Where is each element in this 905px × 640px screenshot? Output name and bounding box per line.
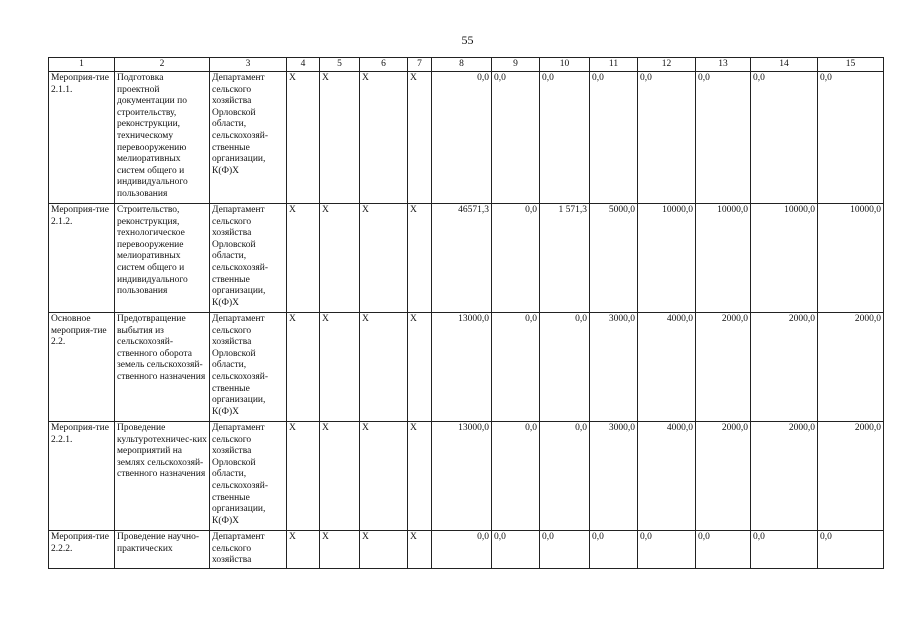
table-cell: 4000,0 bbox=[638, 313, 696, 422]
table-cell: 0,0 bbox=[540, 313, 590, 422]
table-cell: Х bbox=[287, 204, 320, 313]
activity-code: Мероприя-тие 2.2.1. bbox=[49, 422, 115, 531]
table-cell: 0,0 bbox=[818, 531, 884, 569]
activity-code: Мероприя-тие 2.1.2. bbox=[49, 204, 115, 313]
table-cell: Х bbox=[360, 531, 408, 569]
table-row bbox=[49, 72, 884, 204]
table-cell: Х bbox=[320, 204, 360, 313]
table-cell: 0,0 bbox=[492, 531, 540, 569]
col-header: 7 bbox=[408, 58, 432, 72]
table-cell: 10000,0 bbox=[696, 204, 751, 313]
col-header: 13 bbox=[696, 58, 751, 72]
table-cell: 0,0 bbox=[492, 72, 540, 204]
table-cell: Х bbox=[320, 422, 360, 531]
col-header: 3 bbox=[210, 58, 287, 72]
table-cell: 0,0 bbox=[492, 204, 540, 313]
table-cell: Х bbox=[287, 72, 320, 204]
col-header: 12 bbox=[638, 58, 696, 72]
table-cell: 10000,0 bbox=[638, 204, 696, 313]
table-cell: 0,0 bbox=[492, 422, 540, 531]
activity-description: Подготовка проектной документации по строительству, реконструкции, техническому перевооружению мелиоративных систем общего и индивидуального пользования bbox=[115, 72, 210, 204]
col-header: 15 bbox=[818, 58, 884, 72]
table-cell: 2000,0 bbox=[751, 313, 818, 422]
table-cell: 0,0 bbox=[751, 531, 818, 569]
table-cell: 46571,3 bbox=[432, 204, 492, 313]
table-cell: 2000,0 bbox=[696, 422, 751, 531]
table-cell: 0,0 bbox=[751, 72, 818, 204]
table-cell: 0,0 bbox=[638, 72, 696, 204]
activity-description: Строительство, реконструкция, технологическое перевооружение мелиоративных систем общего и индивидуального пользования bbox=[115, 204, 210, 313]
activity-description: Проведение культуротехничес-ких мероприятий на землях сельскохозяй-ственного назначения bbox=[115, 422, 210, 531]
col-header: 8 bbox=[432, 58, 492, 72]
table-cell: 0,0 bbox=[432, 72, 492, 204]
table-cell: 0,0 bbox=[540, 72, 590, 204]
responsible-executor: Департамент сельского хозяйства Орловской области, сельскохозяй-ственные организации, К(Ф)Х bbox=[210, 422, 287, 531]
table-cell: Х bbox=[287, 531, 320, 569]
table-cell: 2000,0 bbox=[751, 422, 818, 531]
table-cell: 5000,0 bbox=[590, 204, 638, 313]
table-cell: Х bbox=[408, 72, 432, 204]
col-header: 1 bbox=[49, 58, 115, 72]
activity-code: Мероприя-тие 2.1.1. bbox=[49, 72, 115, 204]
table-cell: 2000,0 bbox=[818, 422, 884, 531]
table-cell: 0,0 bbox=[590, 72, 638, 204]
table-cell: Х bbox=[360, 72, 408, 204]
table-cell: Х bbox=[360, 313, 408, 422]
activity-code: Основное мероприя-тие 2.2. bbox=[49, 313, 115, 422]
table-cell: 2000,0 bbox=[818, 313, 884, 422]
col-header: 5 bbox=[320, 58, 360, 72]
table-cell: 0,0 bbox=[432, 531, 492, 569]
table-cell: 0,0 bbox=[492, 313, 540, 422]
table-row bbox=[49, 313, 884, 422]
activity-description: Проведение научно-практических bbox=[115, 531, 210, 569]
page-number: 55 bbox=[461, 33, 474, 47]
table-cell: 0,0 bbox=[590, 531, 638, 569]
table-cell: Х bbox=[320, 313, 360, 422]
table-cell: Х bbox=[408, 313, 432, 422]
table-cell: 0,0 bbox=[540, 422, 590, 531]
responsible-executor: Департамент сельского хозяйства bbox=[210, 531, 287, 569]
header-row bbox=[49, 58, 884, 72]
table-cell: Х bbox=[320, 531, 360, 569]
table-cell: 0,0 bbox=[540, 531, 590, 569]
responsible-executor: Департамент сельского хозяйства Орловской области, сельскохозяй-ственные организации, К(Ф)Х bbox=[210, 313, 287, 422]
table-cell: 3000,0 bbox=[590, 422, 638, 531]
table-cell: Х bbox=[287, 422, 320, 531]
col-header: 11 bbox=[590, 58, 638, 72]
table-cell: Х bbox=[360, 422, 408, 531]
table-cell: Х bbox=[408, 422, 432, 531]
col-header: 14 bbox=[751, 58, 818, 72]
activity-code: Мероприя-тие 2.2.2. bbox=[49, 531, 115, 569]
table-cell: Х bbox=[287, 313, 320, 422]
col-header: 6 bbox=[360, 58, 408, 72]
responsible-executor: Департамент сельского хозяйства Орловской области, сельскохозяй-ственные организации, К(Ф)Х bbox=[210, 72, 287, 204]
table-cell: 10000,0 bbox=[751, 204, 818, 313]
table-cell: 4000,0 bbox=[638, 422, 696, 531]
table-cell: 1 571,3 bbox=[540, 204, 590, 313]
activity-description: Предотвращение выбытия из сельскохозяй-ственного оборота земель сельскохозяй-ственного назначения bbox=[115, 313, 210, 422]
col-header: 9 bbox=[492, 58, 540, 72]
col-header: 4 bbox=[287, 58, 320, 72]
table-cell: 0,0 bbox=[696, 72, 751, 204]
table-cell: 13000,0 bbox=[432, 313, 492, 422]
table-cell: Х bbox=[408, 531, 432, 569]
table-cell: 3000,0 bbox=[590, 313, 638, 422]
table-cell: 0,0 bbox=[818, 72, 884, 204]
col-header: 2 bbox=[115, 58, 210, 72]
table-cell: 13000,0 bbox=[432, 422, 492, 531]
table-cell: 0,0 bbox=[638, 531, 696, 569]
table-cell: 0,0 bbox=[696, 531, 751, 569]
table-row bbox=[49, 531, 884, 569]
col-header: 10 bbox=[540, 58, 590, 72]
table-cell: 2000,0 bbox=[696, 313, 751, 422]
table-cell: Х bbox=[320, 72, 360, 204]
table-cell: Х bbox=[360, 204, 408, 313]
table-row bbox=[49, 422, 884, 531]
program-table bbox=[48, 57, 884, 569]
table-cell: 10000,0 bbox=[818, 204, 884, 313]
table-row bbox=[49, 204, 884, 313]
table-cell: Х bbox=[408, 204, 432, 313]
responsible-executor: Департамент сельского хозяйства Орловской области, сельскохозяй-ственные организации, К(Ф)Х bbox=[210, 204, 287, 313]
